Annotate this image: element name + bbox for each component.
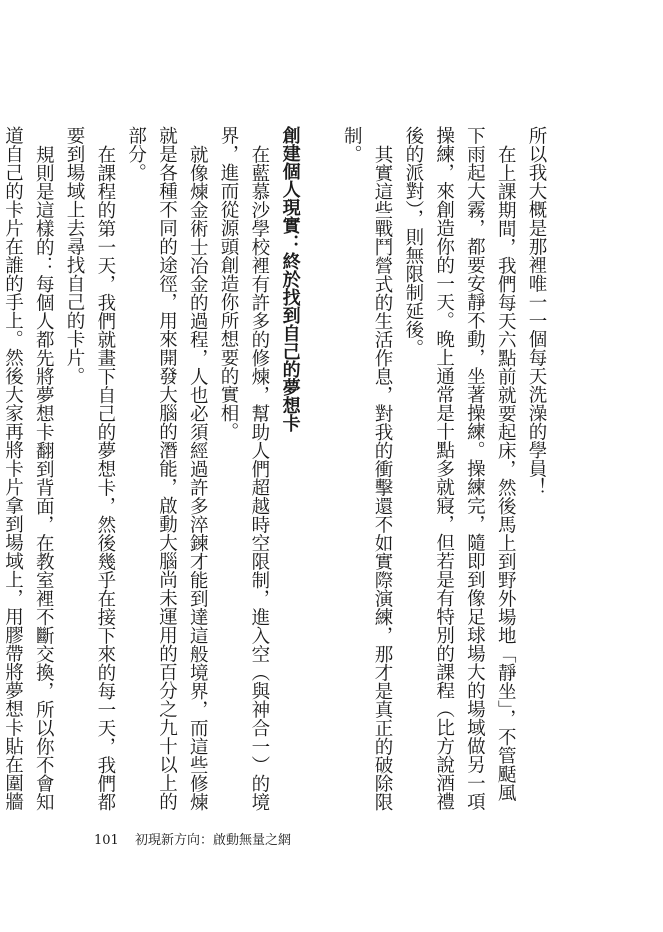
paragraph-4: 在藍慕沙學校裡有許多的修煉，幫助人們超越時空限制，進入空（與神合一）的境界，進而從源頭創造你所想要的實相。 bbox=[218, 126, 270, 811]
section-gap bbox=[305, 126, 336, 816]
paragraph-2: 在上課期間，我們每天六點前就要起床，然後馬上到野外場地「靜坐」，不管颳風下雨起大霧，都要安靜不動，坐著操練。操練完，隨即到像足球場大的場域做另一項操練，來創造你的一天。晚上通常是十點多就寢，但若是有特別的課程（比方說酒禮後的派對），則無限制延後。 bbox=[402, 126, 517, 811]
page-footer bbox=[94, 829, 291, 848]
paragraph-5: 就像煉金術士冶金的過程，人也必須經過許多淬鍊才能到達這般境界，而這些修煉就是各種不同的途徑，用來開發大腦的潛能，啟動大腦尚未運用的百分之九十以上的部分。 bbox=[125, 126, 209, 811]
paragraph-7: 規則是這樣的：每個人都先將夢想卡翻到背面，在教室裡不斷交換，所以你不會知道自己的卡片在誰的手上。然後大家再將卡片拿到場域上，用膠帶將夢想卡貼在圍牆 bbox=[2, 126, 55, 811]
paragraph-6: 在課程的第一天，我們就畫下自己的夢想卡，然後幾乎在接下來的每一天，我們都要到場域上去尋找自己的卡片。 bbox=[64, 126, 116, 811]
paragraph-1: 所以我大概是那裡唯一一個每天洗澡的學員！ bbox=[526, 126, 547, 496]
page-number: 101 bbox=[94, 833, 119, 848]
section-heading: 創建個人現實：終於找到自己的夢想卡 bbox=[279, 126, 301, 432]
running-title: 初現新方向：啟動無量之網 bbox=[134, 833, 291, 848]
vertical-text-body bbox=[2, 126, 551, 816]
paragraph-3: 其實這些戰鬥營式的生活作息，對我的衝擊還不如實際演練，那才是真正的破除限制。 bbox=[341, 126, 394, 811]
